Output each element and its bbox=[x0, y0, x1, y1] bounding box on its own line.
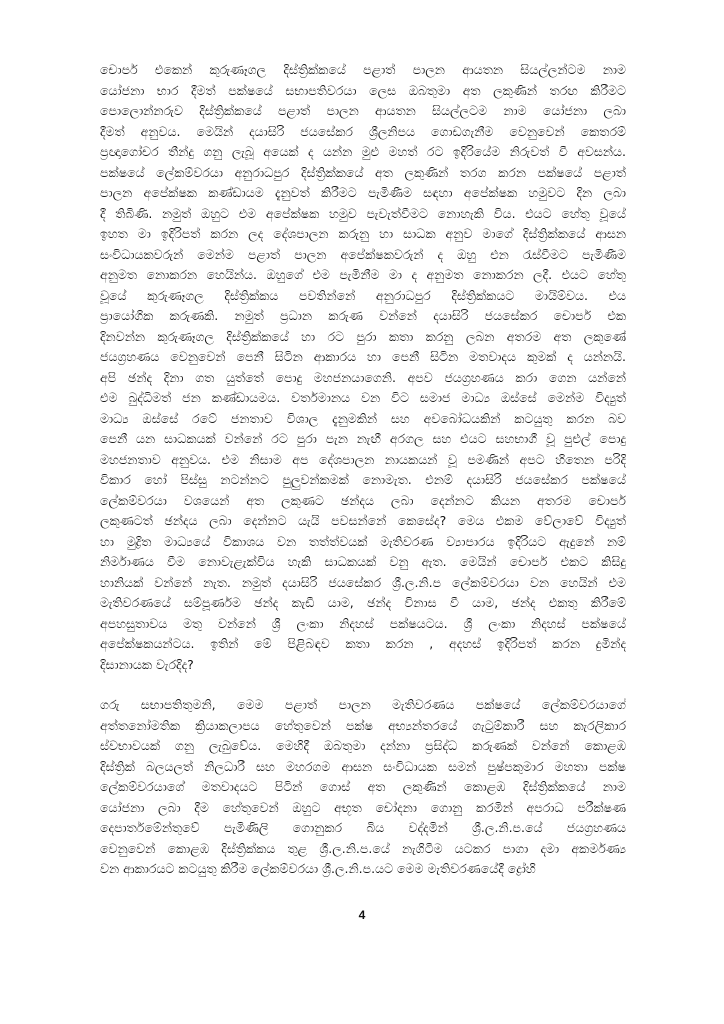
text-line: වූයේ කුරුණෑගල දිස්ත්‍රික්කය පවතින්නේ අනුරාධපුර දිස්ත්‍රික්කයට මායිම්වය. එය bbox=[100, 287, 626, 303]
document-body bbox=[100, 60, 626, 880]
text-line: විකාර හෝ පිස්සු නටන්නට පුලුවන්කමක් නොමැත. එනම් දයාසිරි ජයසේකර පක්ෂයේ bbox=[100, 472, 626, 487]
text-line: ඉහත මා ඉදිරිපත් කරන ලද දේශපාලන කරුනු හා සාධක අනුව මාගේ දිස්ත්‍රික්කයේ ආසන bbox=[100, 226, 626, 241]
text-line: ලකුණටත් ඡන්දය ලබා දෙන්නට යැයි පවසන්නේ කෙසේද? මෙය එකම වේලාවේ විද්‍යුත් bbox=[100, 513, 626, 528]
page-number: 4 bbox=[358, 908, 366, 922]
text-line: මහජනතාව අනුවය. එම නිසාම අප දේශපාලන නායකයන් වූ පමණින් අපට හිතෙන පරිදි bbox=[100, 451, 626, 467]
text-line: ගරු සභාපතිතුමනි, මෙම පළාත් පාලන මැතිවරණය පක්ෂයේ ලේකම්වරයාගේ bbox=[100, 697, 626, 712]
text-line: සංවිධායකවරුන් මෙන්ම පළාත් පාලන අපේක්ෂකවරුන් ද ඔහු එන රැස්වීමට පැමිණීම bbox=[100, 246, 626, 262]
text-line: නිර්මාණය වීම නොවැළැක්විය හැකි සාධකයක් වනු ඇත. මෙයින් චොපර් එකට කිසිදු bbox=[100, 554, 626, 569]
text-line: චොපර් එකෙන් කුරුණෑගල දිස්ත්‍රික්කයේ පළාත් පාලන ආයතන සියල්ලන්ටම නාම bbox=[100, 62, 626, 77]
text-line: යෝජනා භාර දීමත් පක්ෂයේ සභාපතිවරයා ලෙස ඔබතුමා අත ලකුණින් තරඟ කිරීමට bbox=[100, 82, 626, 98]
paragraph bbox=[100, 695, 626, 880]
text-line: එම බුද්ධිමත් ජන කණ්ඩායමය. වර්තමානය වන විට සමාජ මාධ්‍ය ඔස්සේ මෙන්ම විද්‍යුත් bbox=[100, 390, 626, 405]
text-line: ස්වභාවයක් ගනු ලැබුවේය. මෙහිදී ඔබතුමා දන්නා ප්‍රසිද්ධ කරුණක් වන්නේ කොළඹ bbox=[100, 738, 626, 753]
text-line: අපහසුතාවය මතු වන්නේ ශ්‍රී ලංකා නිදහස් පක්ෂයටය. ශ්‍රී ලංකා නිදහස් පක්ෂයේ bbox=[100, 615, 626, 631]
text-line: යෝජනා ලබා දීම හේතුවෙන් ඔහුට අභූත චෝදනා ගොනු කරමින් අපරාධ පරීක්ෂණ bbox=[100, 799, 626, 815]
text-line: දෙපාර්තමේන්තුවේ පැමිණිලි ගොනුකර බිය වද්දමින් ශ්‍රී.ල.නි.ප.යේ ජයග්‍රහණය bbox=[100, 820, 626, 835]
text-line: දී තිබිණි. නමුත් ඔහුට එම අපේක්ෂක හමුව පැවැත්වීමට නොහැකි විය. එයට හේතු වූයේ bbox=[100, 205, 626, 221]
text-line: අපේක්ෂකයන්ටය. ඉතින් මේ පිළිබඳව කතා කරන , අදහස් ඉදිරිපත් කරන දුමින්ද bbox=[100, 636, 626, 651]
text-line: පොලොන්නරුව දිස්ත්‍රික්කයේ පළාත් පාලන ආයතන සියල්ලටම නාම යෝජනා ලබා bbox=[100, 103, 626, 118]
text-line: දිස්ත්‍රික් බලයලත් නිලධාරී සහ මහරගම ආසන සංවිධායක සමන් පුෂ්පකුමාර මහතා පක්ෂ bbox=[100, 758, 626, 774]
text-line: ප්‍රායෝගික කරුණකි. නමුත් ප්‍රධාන කරුණ වන්නේ දයාසිරි ජයසේකර චොපර් එක bbox=[100, 308, 626, 323]
text-line: ලේකම්වරයාගේ මතවාදයට පිටින් ගොස් අත ලකුණින් කොළඹ දිස්ත්‍රික්කයේ නාම bbox=[100, 779, 626, 794]
text-line: දිනවන්න කුරුණෑගල දිස්ත්‍රික්කයේ හා රට පුරා කතා කරනු ලබන අතරම අත ලකුණේ bbox=[100, 328, 626, 344]
text-line: මාධ්‍ය ඔස්සේ රටේ ජනතාව විශාල දැනුමකින් සහ අවබෝධයකින් කටයුතු කරන බව bbox=[100, 410, 626, 426]
text-line: වෙනුවෙන් කොළඹ දිස්ත්‍රික්කය තුළ ශ්‍රී.ල.නි.ප.යේ නැගිටීම යටකර පාගා දමා අකර්මණ්‍ය bbox=[100, 840, 626, 856]
text-line: පාලන අපේක්ෂක කණ්ඩායම දැනුවත් කිරීමට පැමිණීම සඳහා අපේක්ෂක හමුවට දින ලබා bbox=[100, 185, 626, 200]
text-line: අනුමත නොකරන හෙයින්ය. ඔහුගේ එම පැමිනීම මා ද අනුමත නොකරන ලදී. එයට හේතු bbox=[100, 267, 626, 282]
text-line: වන ආකාරයට කටයුතු කිරීම ලේකම්වරයා ශ්‍රී.ල.නි.ප.යට මෙම මැතිවරණයේදී ද්‍රෝහි bbox=[100, 861, 536, 876]
text-line: දීමත් අනුවය. මෙයින් දයාසිරි ජයසේකර ශ්‍රීලනිපය ගොඩගැනීම වෙනුවෙන් කෙතරම් bbox=[100, 123, 626, 139]
text-line: අපි ඡන්ද දිනා ගත යුත්තේ පොදු මහජනයාගෙනි. අපව ජයග්‍රහණය කරා ගෙන යන්නේ bbox=[100, 369, 626, 385]
text-line: ලේකම්වරයා වශයෙන් අත ලකුණට ඡන්දය ලබා දෙන්නට කියන අතරම චොපර් bbox=[100, 492, 626, 508]
text-line: හා මුද්‍රිත මාධ්‍යයේ විකාශය වන තත්ත්වයක් මැතිවරණ ව්‍යාපාරය ඉදිරියට ඇදුනේ නම් bbox=[100, 533, 626, 549]
text-line: දිසානායක වැරදිද? bbox=[100, 656, 194, 672]
text-line: මැතිවරණයේ සම්පූර්ණම ඡන්ද කැඩී යාම, ඡන්ද විනාස වී යාම, ඡන්ද එකතු කිරීමේ bbox=[100, 595, 626, 610]
text-line: පක්ෂයේ ලේකම්වරයා අනුරාධපුර දිස්ත්‍රික්කයේ අත ලකුණින් තරග කරන පක්ෂයේ පළාත් bbox=[100, 164, 626, 180]
text-line: පෙනී යන සාධකයක් වන්නේ රට පුරා පැන නැඟී අරගල සහ එයට සහභාගී වූ පුළුල් පොදු bbox=[100, 431, 626, 446]
text-line: හානියක් වන්නේ නැත. නමුත් දයාසිරි ජයසේකර ශ්‍රී.ල.නි.ප ලේකම්වරයා වන හෙයින් එම bbox=[100, 574, 626, 590]
text-line: ප්‍රඥාගෝචර තීන්දු ගනු ලැබූ අයෙක් ද යන්න මුළු මහත් රට ඉදිරියේම නිරුවත් වී අවසන්ය. bbox=[100, 144, 626, 159]
text-line: ජයග්‍රහණය වෙනුවෙන් පෙනී සිටින ආකාරය හා පෙනී සිටින මතවාදය කුමක් ද යන්නයි. bbox=[100, 349, 626, 364]
paragraph bbox=[100, 60, 626, 675]
text-line: අත්තනෝමතික ක්‍රියාකලාපය හේතුවෙන් පක්ෂ අභ්‍යන්තරයේ ගැටුම්කාරී සහ කැරලිකාර bbox=[100, 717, 626, 733]
